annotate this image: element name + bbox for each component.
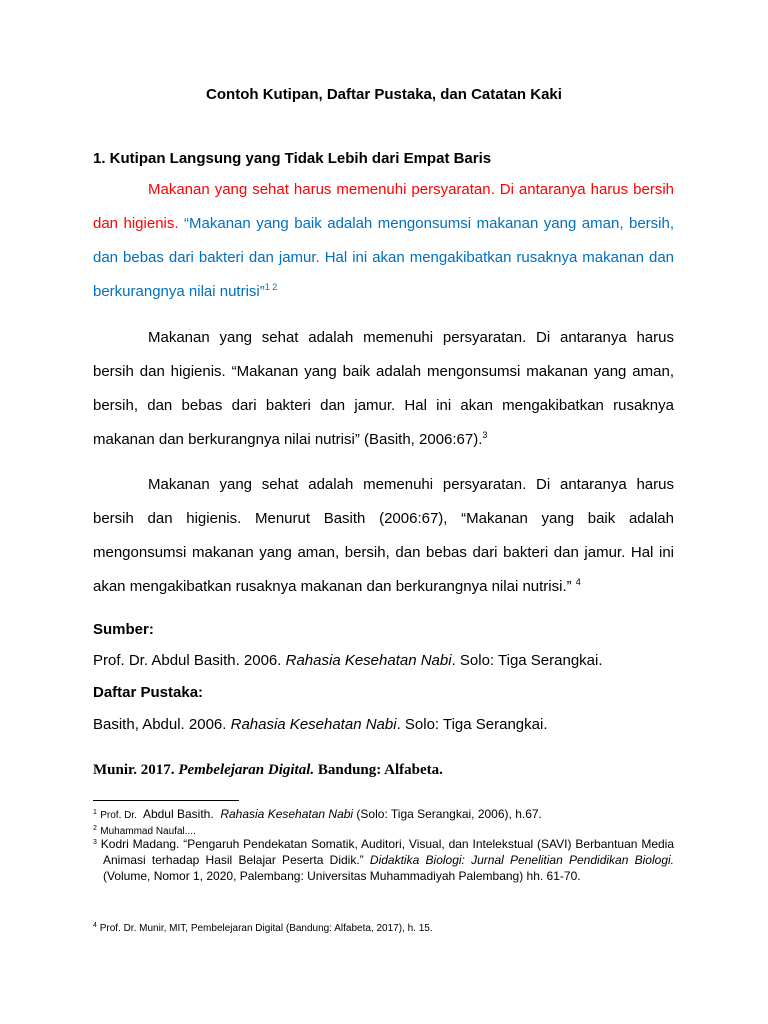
entry-book-title: Pembelejaran Digital. [178, 762, 315, 778]
footnote-number: 3 [93, 839, 97, 846]
footnote-number: 1 [93, 809, 97, 816]
sumber-entry [93, 652, 603, 669]
entry-book-title: Rahasia Kesehatan Nabi [230, 716, 397, 733]
daftar-pustaka-entry-1 [93, 716, 548, 733]
sumber-author: Prof. Dr. Abdul Basith. 2006. [93, 652, 286, 669]
footnote-details: (Volume, Nomor 1, 2020, Palembang: Universitas Muhammadiyah Palembang) hh. 61-70. [103, 869, 581, 883]
footnote-ref-3[interactable]: 3 [482, 430, 488, 440]
sumber-publisher: . Solo: Tiga Serangkai. [451, 652, 603, 669]
entry-author: Basith, Abdul. 2006. [93, 716, 231, 733]
sumber-book-title: Rahasia Kesehatan Nabi [285, 652, 452, 669]
blue-quote-text: “Makanan yang baik adalah mengonsumsi makanan yang aman, bersih, dan bebas dari bakteri dan jamur. Hal ini akan mengakibatkan rusaknya makanan dan berkurangnya nilai nutrisi” [93, 215, 674, 300]
footnote-ref-4[interactable]: 4 [575, 577, 581, 587]
entry-publisher: . Solo: Tiga Serangkai. [396, 716, 548, 733]
paragraph-text: Makanan yang sehat adalah memenuhi persyaratan. Di antaranya harus bersih dan higienis. “Makanan yang baik adalah mengonsumsi makanan yang aman, bersih, dan bebas dari bakteri dan jamur. Hal ini akan mengakibatkan rusaknya makanan dan berkurangnya nilai nutrisi” (Basith, 2006:67). [93, 329, 674, 448]
footnote-text: Prof. Dr. Munir, MIT, Pembelejaran Digital (Bandung: Alfabeta, 2017), h. 15. [99, 923, 433, 934]
footnote-separator [93, 800, 239, 801]
footnote-4 [93, 921, 674, 937]
footnote-number: 4 [93, 922, 97, 929]
daftar-pustaka-entry-2 [93, 762, 443, 779]
footnote-author-title: Prof. Dr. [100, 810, 137, 821]
footnote-number: 2 [93, 825, 97, 832]
daftar-pustaka-label: Daftar Pustaka: [93, 684, 204, 701]
footnote-text: Kodri Madang. “Pengaruh Pendekatan Somatik, Auditori, Visual, dan Intelekstual (SAVI) Berbantuan Media Animasi terhadap Hasil Belajar Peserta Didik.” [96, 837, 674, 867]
paragraph-text: Makanan yang sehat adalah memenuhi persyaratan. Di antaranya harus bersih dan higienis. Menurut Basith (2006:67), “Makanan yang baik adalah mengonsumsi makanan yang aman, bersih, dan bebas dari bakteri dan jamur. Hal ini akan mengakibatkan rusaknya makanan dan berkurangnya nilai nutrisi.” [93, 476, 674, 595]
footnote-details: (Solo: Tiga Serangkai, 2006), h.67. [353, 807, 542, 821]
section-heading: 1. Kutipan Langsung yang Tidak Lebih dari Empat Baris [93, 150, 492, 167]
quote-paragraph-colored [93, 173, 674, 309]
quote-paragraph-3 [93, 468, 674, 604]
red-text: Makanan yang sehat harus memenuhi persyaratan. Di antaranya harus bersih dan higienis. [93, 181, 674, 232]
document-title: Contoh Kutipan, Daftar Pustaka, dan Catatan Kaki [206, 86, 562, 103]
entry-author: Munir. 2017. [93, 762, 179, 778]
sumber-label: Sumber: [93, 621, 154, 638]
footnote-book-title: Rahasia Kesehatan Nabi [220, 807, 354, 821]
footnote-ref-1-2[interactable]: 1 2 [264, 282, 278, 292]
footnote-text: Muhammad Naufal.... [100, 826, 196, 837]
entry-publisher: Bandung: Alfabeta. [314, 762, 443, 778]
quote-paragraph-2 [93, 321, 674, 457]
footnote-journal-title: Didaktika Biologi: Jurnal Penelitian Pendidikan Biologi. [369, 853, 674, 867]
footnote-author: Abdul Basith. [136, 807, 221, 821]
footnote-3 [93, 836, 674, 884]
